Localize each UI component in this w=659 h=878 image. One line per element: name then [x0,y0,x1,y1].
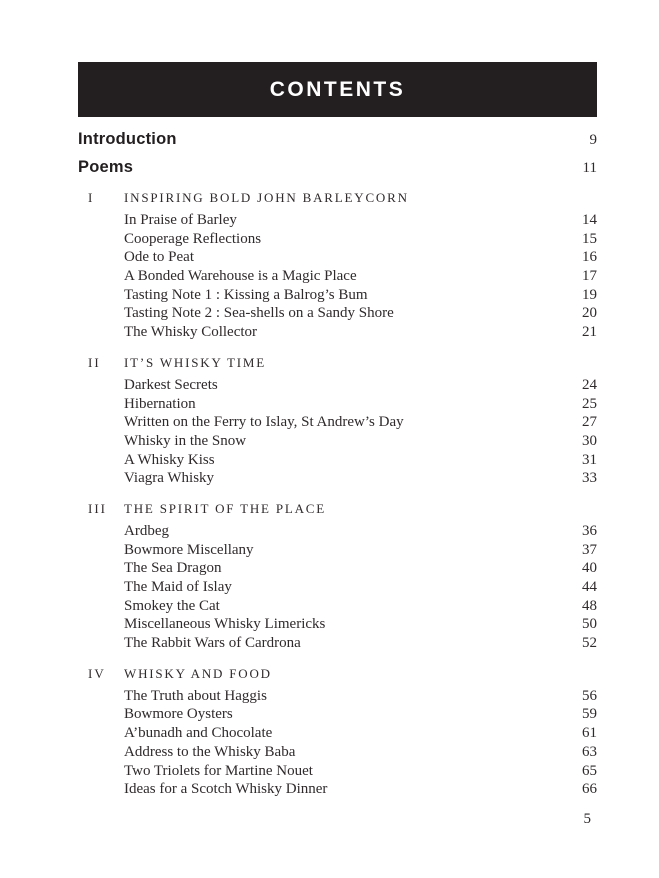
toc-entry-title: A Whisky Kiss [124,451,215,468]
toc-entry [124,616,597,635]
section-heading [78,355,597,370]
toc-entry [124,781,597,800]
toc-entry [124,763,597,782]
toc-entry [124,249,597,268]
toc-entry-title: Address to the Whisky Baba [124,743,296,760]
toc-entry-title: Two Triolets for Martine Nouet [124,762,313,779]
toc-entry-title: Ideas for a Scotch Whisky Dinner [124,781,328,798]
folio-row [78,810,597,828]
toc-entry [124,560,597,579]
toc-entry-title: The Rabbit Wars of Cardrona [124,635,301,652]
toc-entry-title: Viagra Whisky [124,470,215,487]
toc-entry-title: Hibernation [124,395,196,412]
toc-entry [124,396,597,415]
section-numeral: I [88,190,95,205]
toc-entry [124,212,597,231]
toc-entry-page: 36 [582,522,597,539]
toc-entry-title: Bowmore Miscellany [124,541,254,558]
toc-entry-page: 31 [582,451,597,468]
toc-entry-page: 16 [582,249,597,266]
toc-entry-page: 59 [582,706,597,723]
toc-entry-page: 30 [582,432,597,449]
toc-entry [124,542,597,561]
toc-entry-title: Ode to Peat [124,249,194,266]
toc-entry-title: The Maid of Islay [124,579,232,595]
toc-entry-label: Poems [78,158,134,176]
toc-entry [124,287,597,306]
toc-entry [124,706,597,725]
toc-entry [124,470,597,489]
toc-section-4 [78,666,597,800]
toc-entry-title: The Truth about Haggis [124,687,267,704]
toc-entry [124,688,597,707]
toc-entry-title: A Bonded Warehouse is a Magic Place [124,268,357,285]
toc-entry-title: The Sea Dragon [124,560,222,577]
toc-entry-page: 52 [582,635,597,652]
toc-entry-title: Miscellaneous Whisky Limericks [124,616,326,633]
toc-entry-page: 40 [582,560,597,577]
toc-entry [124,268,597,287]
toc-entry-title: The Whisky Collector [124,324,258,341]
section-numeral: II [88,354,101,370]
toc-entry-page: 56 [582,687,597,704]
toc-entry-page: 50 [582,616,597,633]
toc-entry-page: 48 [582,597,597,614]
toc-entry-page: 63 [582,743,597,760]
toc-entry-page: 14 [582,212,597,228]
toc-entry [124,433,597,452]
section-heading [78,501,597,516]
toc-entry [124,598,597,617]
toc-entry-page: 33 [582,470,597,487]
section-items [124,377,597,489]
toc-front-row-introduction [78,130,597,158]
section-title: INSPIRING BOLD JOHN BARLEYCORN [124,190,409,205]
toc-entry [124,579,597,598]
toc-entry-page: 65 [582,762,597,779]
section-items [124,212,597,343]
toc-entry [124,523,597,542]
toc-entry-page: 15 [582,230,597,247]
toc-entry-title: In Praise of Barley [124,212,237,228]
toc-entry [124,305,597,324]
toc-entry [124,414,597,433]
section-numeral: IV [88,665,106,681]
toc-entry-title: Cooperage Reflections [124,230,262,247]
toc-entry-page: 25 [582,395,597,412]
toc-entry [124,635,597,654]
page-folio: 5 [583,810,591,827]
toc-entry-page: 17 [582,268,597,285]
toc-entry [124,452,597,471]
section-items [124,523,597,654]
toc-entry-page: 66 [582,781,597,798]
toc-entry-title: Smokey the Cat [124,597,220,614]
toc-entry-title: Bowmore Oysters [124,706,233,723]
section-heading [78,190,597,205]
toc-entry-page: 21 [582,324,597,341]
toc-entry-title: Whisky in the Snow [124,432,247,449]
toc-entry-title: Tasting Note 1 : Kissing a Balrog’s Bum [124,286,368,303]
toc-entry-title: A’bunadh and Chocolate [124,725,273,742]
toc-entry [124,324,597,343]
section-title: IT’S WHISKY TIME [124,354,266,370]
toc-entry-page: 9 [589,132,597,148]
toc-entry-page: 61 [582,725,597,742]
toc-entry [124,377,597,396]
toc-entry-page: 20 [582,305,597,322]
toc-entry-page: 37 [582,541,597,558]
section-items [124,688,597,800]
page-title: CONTENTS [269,77,406,101]
toc-entry-title: Written on the Ferry to Islay, St Andrew’s Day [124,414,404,431]
toc-entry-page: 44 [582,579,597,595]
toc-entry-label: Introduction [78,130,177,148]
toc-entry-page: 24 [582,376,597,393]
toc-entry-title: Ardbeg [124,522,169,539]
toc-entry [124,231,597,250]
toc-section-3 [78,501,597,654]
toc-front-row-poems [78,158,597,186]
toc-entry [124,744,597,763]
contents-title-bar [78,62,597,117]
toc-entry-page: 27 [582,414,597,431]
toc-entry [124,725,597,744]
front-matter-list [78,130,597,186]
toc-entry-page: 19 [582,286,597,303]
section-numeral: III [88,500,107,516]
toc-entry-title: Darkest Secrets [124,376,218,393]
section-title: WHISKY AND FOOD [124,665,272,681]
toc-entry-title: Tasting Note 2 : Sea-shells on a Sandy Shore [124,305,394,322]
section-title: THE SPIRIT OF THE PLACE [124,500,326,516]
toc-section-1 [78,190,597,343]
section-heading [78,666,597,681]
toc-section-2 [78,355,597,489]
toc-entry-page: 11 [582,160,597,176]
